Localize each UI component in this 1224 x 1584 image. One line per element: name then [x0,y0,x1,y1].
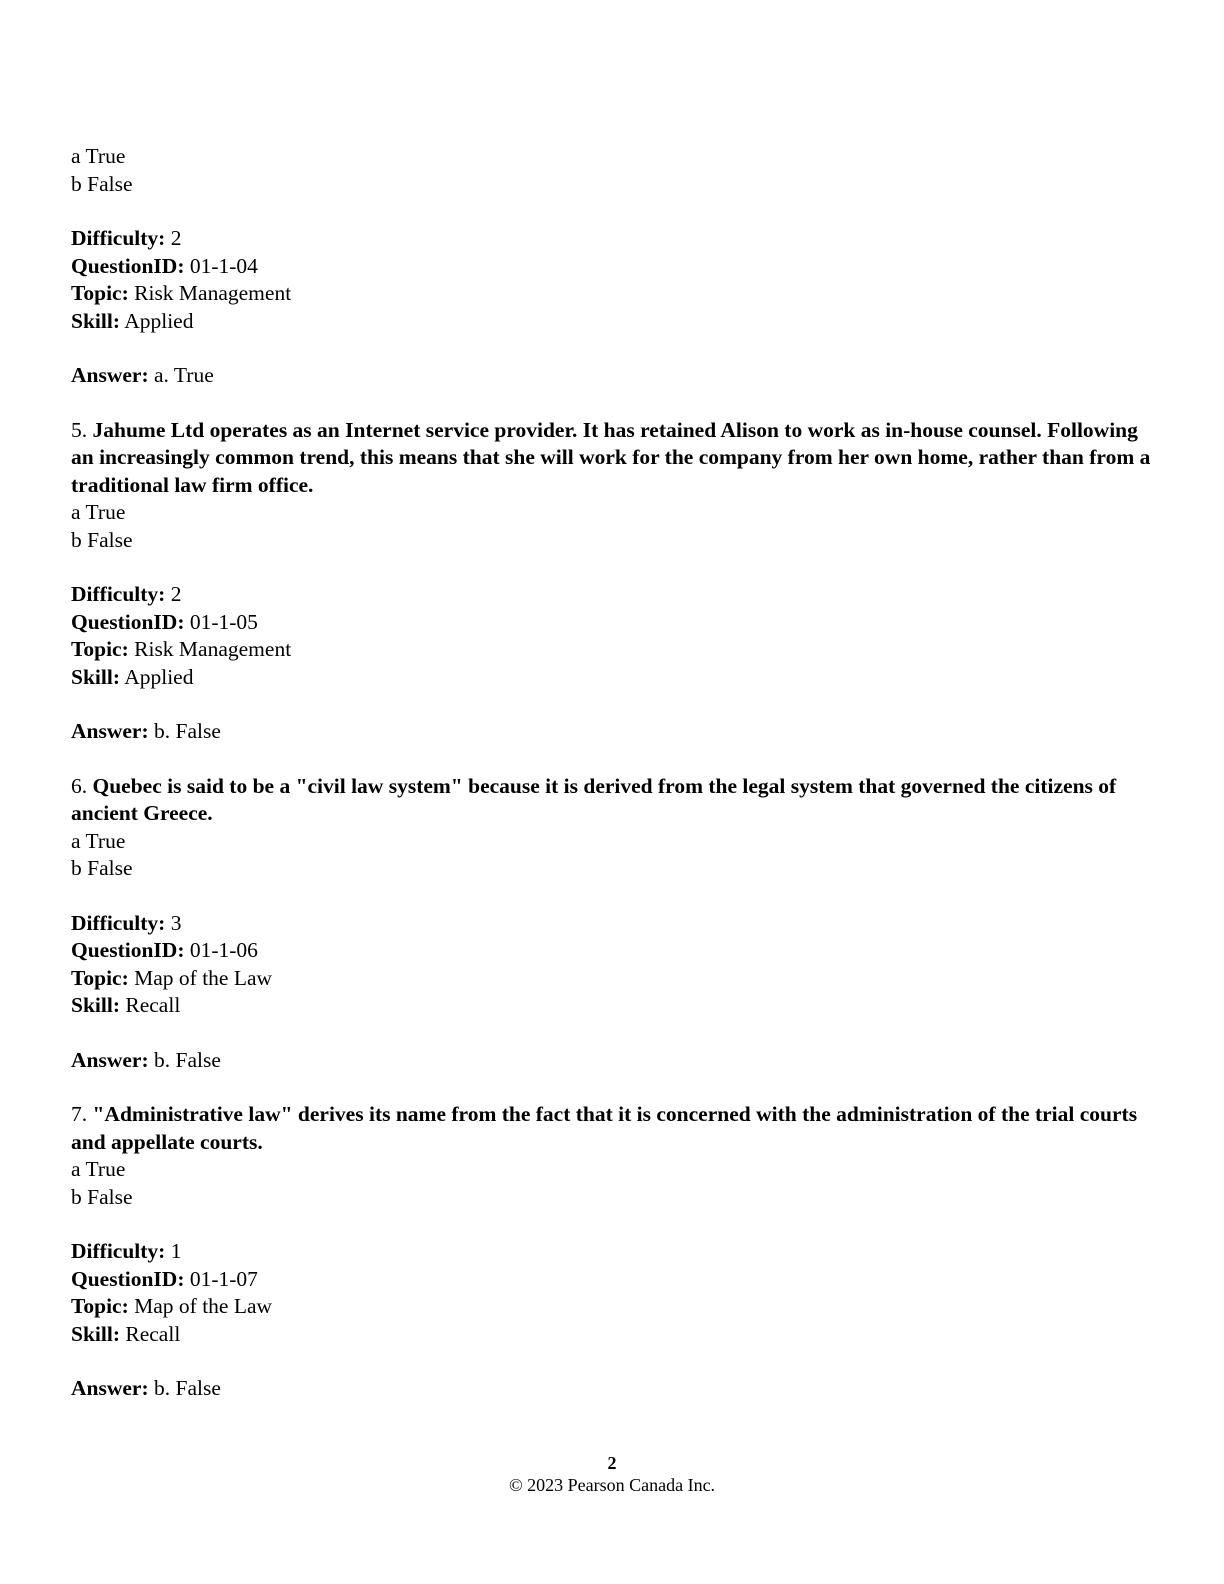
difficulty-label: Difficulty: [71,1239,166,1263]
skill-row [71,664,1151,692]
skill-label: Skill: [71,308,120,333]
question-body: Quebec is said to be a "civil law system" because it is derived from the legal system that governed the citizens of ancient Greece. [71,773,1117,825]
question-id-label: QuestionID: [71,253,185,278]
document-page [71,143,1151,1403]
answer-row [71,362,1151,390]
answer-label: Answer: [71,1376,149,1400]
answer-value: b. False [154,719,221,743]
page-number: 2 [607,1453,617,1473]
question-number: 5. [71,417,88,442]
difficulty-label: Difficulty: [71,582,166,606]
question-number: 6. [71,773,88,798]
question-body: "Administrative law" derives its name from the fact that it is concerned with the administration of the trial courts and appellate courts. [71,1102,1138,1154]
answer-label: Answer: [71,1047,149,1072]
difficulty-value: 2 [170,582,182,606]
option-b: b False [71,171,133,196]
option-b: b False [71,856,133,880]
topic-value: Map of the Law [134,1294,273,1318]
answer-row [71,1375,1151,1403]
question-id-value: 01-1-06 [189,938,258,962]
question-id-row [71,609,1151,637]
question-5 [71,417,1151,773]
difficulty-value: 2 [170,226,182,250]
option-b: b False [71,527,133,552]
option-b: b False [71,1184,133,1209]
topic-row [71,636,1151,664]
option-a: a True [71,144,126,168]
topic-value: Map of the Law [134,965,273,990]
difficulty-value: 1 [170,1239,182,1263]
question-text [71,1101,1151,1156]
skill-value: Applied [124,664,194,689]
option-a: a True [71,500,126,524]
difficulty-row [71,225,1151,253]
option-a: a True [71,1157,126,1181]
topic-label: Topic: [71,965,129,990]
skill-row [71,1321,1151,1349]
topic-row [71,1293,1151,1321]
skill-row [71,992,1151,1020]
question-text [71,417,1151,500]
topic-row [71,965,1151,993]
answer-value: b. False [154,1047,221,1072]
skill-value: Applied [124,308,194,333]
question-id-row [71,253,1151,281]
question-id-value: 01-1-05 [189,609,258,634]
skill-value: Recall [125,993,181,1017]
answer-value: b. False [154,1376,221,1400]
question-4-continuation [71,143,1151,417]
difficulty-row [71,910,1151,938]
difficulty-label: Difficulty: [71,910,166,935]
page-footer [0,1452,1224,1496]
topic-label: Topic: [71,637,129,661]
question-id-label: QuestionID: [71,938,185,962]
question-text [71,773,1151,828]
question-id-label: QuestionID: [71,1266,185,1291]
answer-row [71,1047,1151,1075]
topic-value: Risk Management [134,281,292,305]
skill-label: Skill: [71,993,120,1017]
question-number: 7. [71,1102,88,1126]
question-id-value: 01-1-07 [189,1266,258,1291]
skill-value: Recall [125,1321,181,1346]
copyright-notice: © 2023 Pearson Canada Inc. [508,1475,716,1495]
difficulty-row [71,1238,1151,1266]
question-6 [71,773,1151,1102]
question-7 [71,1101,1151,1403]
topic-value: Risk Management [134,637,292,661]
skill-label: Skill: [71,664,120,689]
skill-label: Skill: [71,1321,120,1346]
answer-label: Answer: [71,719,149,743]
answer-label: Answer: [71,363,149,387]
answer-value: a. True [154,363,214,387]
topic-row [71,280,1151,308]
question-id-row [71,937,1151,965]
skill-row [71,308,1151,336]
difficulty-value: 3 [170,910,182,935]
topic-label: Topic: [71,281,129,305]
question-id-row [71,1266,1151,1294]
question-id-value: 01-1-04 [189,253,258,278]
option-a: a True [71,828,126,853]
difficulty-label: Difficulty: [71,226,166,250]
question-id-label: QuestionID: [71,609,185,634]
difficulty-row [71,581,1151,609]
topic-label: Topic: [71,1294,129,1318]
question-body: Jahume Ltd operates as an Internet service provider. It has retained Alison to work as in-house counsel. Following an increasingly common trend, this means that she will work for the company from her own home, rather than from a traditional law firm office. [71,417,1151,497]
answer-row [71,718,1151,746]
